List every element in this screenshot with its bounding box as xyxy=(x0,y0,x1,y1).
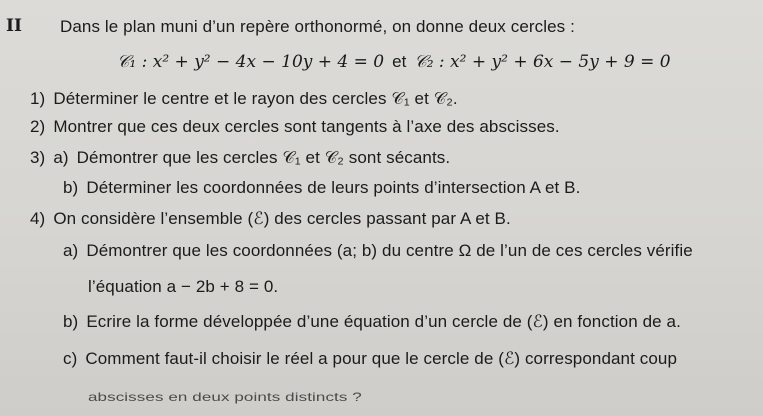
question-4b-label: b) xyxy=(63,312,79,331)
equation-join: et xyxy=(392,52,407,71)
question-4c-label: c) xyxy=(63,349,78,368)
question-4a-label: a) xyxy=(63,241,79,260)
question-3b-text: Déterminer les coordonnées de leurs points d’intersection A et B. xyxy=(86,178,581,197)
question-1-number: 1) xyxy=(30,89,46,108)
question-1 xyxy=(30,88,458,110)
intro-text: Dans le plan muni d’un repère orthonormé, on donne deux cercles : xyxy=(60,17,575,36)
question-3b-label: b) xyxy=(63,178,79,197)
section-number: II xyxy=(6,16,22,36)
question-4a-text: Démontrer que les coordonnées (a; b) du centre Ω de l’un de ces cercles vérifie xyxy=(86,241,693,260)
question-4b xyxy=(63,311,763,333)
question-3-number: 3) xyxy=(30,148,46,167)
question-4a xyxy=(63,240,763,262)
question-2-text: Montrer que ces deux cercles sont tangents à l’axe des abscisses. xyxy=(53,117,560,136)
question-4c-continued-clip xyxy=(88,390,763,416)
question-3a-text: Démontrer que les cercles 𝒞₁ et 𝒞₂ sont sécants. xyxy=(76,148,451,167)
question-1-text: Déterminer le centre et le rayon des cercles 𝒞₁ et 𝒞₂. xyxy=(53,89,458,108)
equation-c2: 𝒞₂ : x² + y² + 6x − 5y + 9 = 0 xyxy=(414,52,671,72)
circle-equations xyxy=(117,52,671,72)
question-2-number: 2) xyxy=(30,117,46,136)
question-4c-text: Comment faut-il choisir le réel a pour que le cercle de (ℰ) correspondant coup xyxy=(85,349,678,368)
question-4c xyxy=(63,348,763,370)
question-3b xyxy=(63,177,580,199)
question-4a-continued: l’équation a − 2b + 8 = 0. xyxy=(88,277,279,296)
question-4-text: On considère l’ensemble (ℰ) des cercles passant par A et B. xyxy=(53,209,511,228)
question-4-number: 4) xyxy=(30,209,46,228)
question-3a-label: a) xyxy=(53,148,69,167)
question-2 xyxy=(30,116,560,138)
question-4 xyxy=(30,208,511,230)
equation-c1: 𝒞₁ : x² + y² − 4x − 10y + 4 = 0 xyxy=(117,52,385,72)
question-4c-continued: abscisses en deux points distincts ? xyxy=(88,390,362,404)
question-3a xyxy=(30,147,450,169)
question-4b-text: Ecrire la forme développée d’une équation d’un cercle de (ℰ) en fonction de a. xyxy=(86,312,681,331)
